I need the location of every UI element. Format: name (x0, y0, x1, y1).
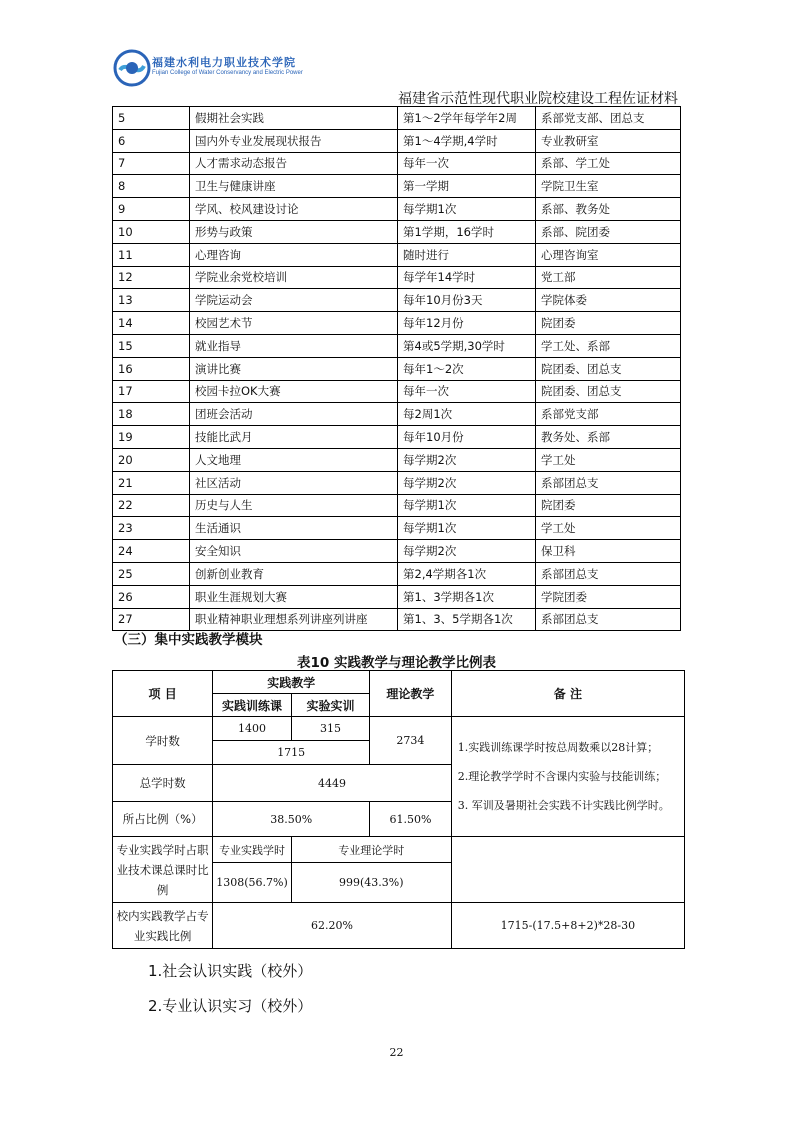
activity-organizer: 系部团总支 (536, 562, 681, 585)
activity-organizer: 学工处 (536, 517, 681, 540)
hours-label: 学时数 (113, 717, 213, 765)
activity-organizer: 心理咨询室 (536, 243, 681, 266)
activity-organizer: 系部团总支 (536, 608, 681, 631)
activity-organizer: 院团委 (536, 494, 681, 517)
professional-theory-label: 专业理论学时 (291, 837, 451, 863)
row-number: 26 (113, 585, 190, 608)
table-row (113, 152, 681, 175)
row-number: 16 (113, 357, 190, 380)
activity-schedule: 随时进行 (398, 243, 536, 266)
table-row (113, 380, 681, 403)
header-theory: 理论教学 (370, 671, 452, 717)
practice-theory-ratio-table (112, 670, 685, 949)
table-row (113, 289, 681, 312)
row-number: 27 (113, 608, 190, 631)
logo-college-english-name: Fujian College of Water Conservancy and Electric Power (152, 70, 303, 76)
row-number: 23 (113, 517, 190, 540)
activity-name: 校园卡拉OK大赛 (190, 380, 398, 403)
row-number: 20 (113, 448, 190, 471)
activity-organizer: 院团委、团总支 (536, 357, 681, 380)
activity-name: 团班会活动 (190, 403, 398, 426)
activity-organizer: 保卫科 (536, 540, 681, 563)
professional-ratio-label: 专业实践学时占职业技术课总课时比例 (113, 837, 213, 903)
professional-practice-label: 专业实践学时 (213, 837, 292, 863)
logo-college-name: 福建水利电力职业技术学院 (152, 56, 296, 69)
activity-name: 假期社会实践 (190, 107, 398, 130)
activity-schedule: 每学期1次 (398, 198, 536, 221)
table-row (113, 243, 681, 266)
activity-organizer: 学工处、系部 (536, 334, 681, 357)
oncampus-ratio-label: 校内实践教学占专业实践比例 (113, 903, 213, 949)
professional-practice-value: 1308(56.7%) (213, 863, 292, 903)
activity-name: 卫生与健康讲座 (190, 175, 398, 198)
activity-organizer: 系部、院团委 (536, 220, 681, 243)
activity-organizer: 系部、教务处 (536, 198, 681, 221)
header-experiment: 实验实训 (291, 694, 369, 717)
row-number: 24 (113, 540, 190, 563)
activity-name: 校园艺术节 (190, 312, 398, 335)
row-number: 13 (113, 289, 190, 312)
theory-ratio: 61.50% (370, 802, 452, 837)
header-remark: 备 注 (451, 671, 684, 717)
activity-schedule: 第1学期，16学时 (398, 220, 536, 243)
experiment-hours: 315 (291, 717, 369, 741)
activity-organizer: 学院卫生室 (536, 175, 681, 198)
table-row (113, 403, 681, 426)
activity-organizer: 学工处 (536, 448, 681, 471)
row-number: 12 (113, 266, 190, 289)
activity-organizer: 专业教研室 (536, 129, 681, 152)
activity-organizer: 学院团委 (536, 585, 681, 608)
row-number: 14 (113, 312, 190, 335)
activity-name: 职业生涯规划大赛 (190, 585, 398, 608)
row-number: 15 (113, 334, 190, 357)
table-row (113, 585, 681, 608)
remark-notes (451, 717, 684, 837)
activity-organizer: 院团委 (536, 312, 681, 335)
activity-schedule: 第1、3学期各1次 (398, 585, 536, 608)
activity-schedule: 第4或5学期,30学时 (398, 334, 536, 357)
table-row (113, 107, 681, 130)
row-number: 22 (113, 494, 190, 517)
activity-schedule: 每年10月份3天 (398, 289, 536, 312)
table-row (113, 129, 681, 152)
activity-organizer: 学院体委 (536, 289, 681, 312)
activity-organizer: 系部、学工处 (536, 152, 681, 175)
college-emblem-icon (112, 48, 152, 88)
activity-organizer: 系部党支部、团总支 (536, 107, 681, 130)
activity-schedule: 第2,4学期各1次 (398, 562, 536, 585)
table-row (113, 312, 681, 335)
table-row (113, 198, 681, 221)
activity-schedule: 第1～4学期,4学时 (398, 129, 536, 152)
activity-schedule: 第一学期 (398, 175, 536, 198)
activity-schedule: 每2周1次 (398, 403, 536, 426)
activity-schedule: 每年一次 (398, 380, 536, 403)
activity-schedule: 每年12月份 (398, 312, 536, 335)
table-row (113, 334, 681, 357)
row-number: 6 (113, 129, 190, 152)
page-number: 22 (389, 1046, 404, 1059)
activity-name: 职业精神职业理想系列讲座列讲座 (190, 608, 398, 631)
remark-note: 1.实践训练课学时按总周数乘以28计算； (457, 741, 659, 754)
activity-name: 学院运动会 (190, 289, 398, 312)
activity-name: 心理咨询 (190, 243, 398, 266)
table-row (113, 540, 681, 563)
table-row (113, 448, 681, 471)
remark-note: 2.理论教学学时不含课内实验与技能训练； (457, 770, 667, 783)
row-number: 10 (113, 220, 190, 243)
activity-name: 历史与人生 (190, 494, 398, 517)
table-row (113, 494, 681, 517)
activity-name: 就业指导 (190, 334, 398, 357)
section-heading: （三）集中实践教学模块 (114, 632, 263, 648)
table-row (113, 562, 681, 585)
header-practice: 实践教学 (213, 671, 370, 694)
activity-schedule: 每学期2次 (398, 448, 536, 471)
theory-hours: 2734 (370, 717, 452, 765)
total-hours: 4449 (213, 765, 451, 802)
paragraph-social-practice: 1.社会认识实践（校外） (148, 962, 313, 980)
row-number: 11 (113, 243, 190, 266)
activity-name: 国内外专业发展现状报告 (190, 129, 398, 152)
row-number: 19 (113, 426, 190, 449)
college-logo (112, 48, 302, 88)
row-number: 5 (113, 107, 190, 130)
activity-name: 生活通识 (190, 517, 398, 540)
activity-name: 学院业余党校培训 (190, 266, 398, 289)
header-item: 项 目 (113, 671, 213, 717)
activity-schedule: 第1、3、5学期各1次 (398, 608, 536, 631)
activity-schedule: 第1～2学年每学年2周 (398, 107, 536, 130)
activity-name: 技能比武月 (190, 426, 398, 449)
total-hours-label: 总学时数 (113, 765, 213, 802)
row-number: 18 (113, 403, 190, 426)
activity-organizer: 系部党支部 (536, 403, 681, 426)
activity-name: 创新创业教育 (190, 562, 398, 585)
practice-ratio: 38.50% (213, 802, 370, 837)
activity-organizer: 系部团总支 (536, 471, 681, 494)
activity-schedule: 每年10月份 (398, 426, 536, 449)
training-hours: 1400 (213, 717, 292, 741)
row-number: 21 (113, 471, 190, 494)
activity-name: 社区活动 (190, 471, 398, 494)
header-training: 实践训练课 (213, 694, 292, 717)
activity-organizer: 教务处、系部 (536, 426, 681, 449)
activity-schedule: 每学年14学时 (398, 266, 536, 289)
paragraph-professional-internship: 2.专业认识实习（校外） (148, 997, 313, 1015)
activity-schedule: 每年一次 (398, 152, 536, 175)
table-row (113, 220, 681, 243)
activity-schedule: 每学期2次 (398, 540, 536, 563)
activity-name: 人才需求动态报告 (190, 152, 398, 175)
professional-remark-empty (451, 837, 684, 903)
activity-name: 安全知识 (190, 540, 398, 563)
header-title: 福建省示范性现代职业院校建设工程佐证材料 (398, 91, 678, 107)
row-number: 17 (113, 380, 190, 403)
table-row (113, 471, 681, 494)
ratio-label: 所占比例（%） (113, 802, 213, 837)
row-number: 25 (113, 562, 190, 585)
table-row (113, 357, 681, 380)
activity-name: 形势与政策 (190, 220, 398, 243)
activity-table (112, 106, 681, 631)
row-number: 7 (113, 152, 190, 175)
activity-schedule: 每学期1次 (398, 494, 536, 517)
table-row (113, 175, 681, 198)
activity-schedule: 每年1～2次 (398, 357, 536, 380)
activity-name: 学风、校风建设讨论 (190, 198, 398, 221)
activity-table-body (113, 107, 681, 631)
activity-schedule: 每学期2次 (398, 471, 536, 494)
table-title: 表10 实践教学与理论教学比例表 (297, 655, 496, 671)
practice-hours: 1715 (213, 741, 370, 765)
oncampus-ratio-value: 62.20% (213, 903, 451, 949)
activity-name: 人文地理 (190, 448, 398, 471)
activity-schedule: 每学期1次 (398, 517, 536, 540)
professional-theory-value: 999(43.3%) (291, 863, 451, 903)
activity-name: 演讲比赛 (190, 357, 398, 380)
table-row (113, 266, 681, 289)
table-row (113, 426, 681, 449)
activity-organizer: 党工部 (536, 266, 681, 289)
row-number: 8 (113, 175, 190, 198)
oncampus-formula: 1715-(17.5+8+2)*28-30 (451, 903, 684, 949)
remark-note: 3. 军训及暑期社会实践不计实践比例学时。 (457, 799, 670, 812)
row-number: 9 (113, 198, 190, 221)
activity-organizer: 院团委、团总支 (536, 380, 681, 403)
table-row (113, 517, 681, 540)
